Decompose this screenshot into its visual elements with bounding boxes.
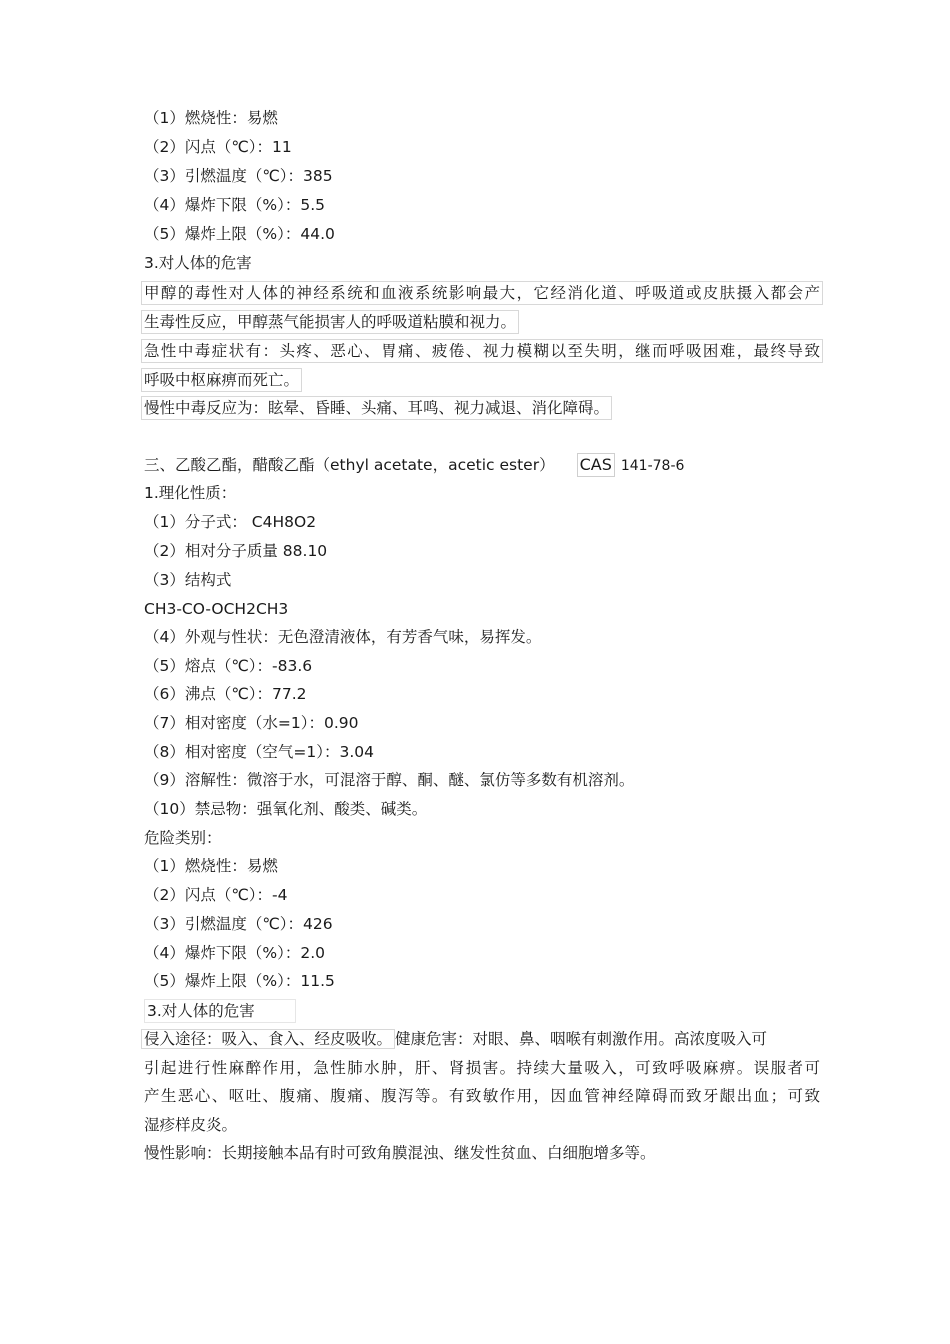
hazard-text-line: 湿疹样皮炎。 bbox=[144, 1116, 238, 1134]
fire-prop-flash-point: （2）闪点（℃）：11 bbox=[144, 138, 292, 156]
hazard-heading: 3.对人体的危害 bbox=[144, 999, 296, 1023]
prop-incompatible: （10）禁忌物：强氧化剂、酸类、碱类。 bbox=[144, 800, 428, 818]
cas-number: 141-78-6 bbox=[620, 458, 685, 474]
hazard-text-line: 甲醇的毒性对人体的神经系统和血液系统影响最大，它经消化道、呼吸道或皮肤摄入都会产 bbox=[141, 281, 823, 305]
fire-prop-upper-limit: （5）爆炸上限（%）：11.5 bbox=[144, 972, 335, 990]
chronic-effects: 慢性影响：长期接触本品有时可致角膜混浊、继发性贫血、白细胞增多等。 bbox=[144, 1144, 656, 1162]
hazard-text-line: 产生恶心、呕吐、腹痛、腹痛、腹泻等。有致敏作用，因血管神经障碍而致牙龈出血；可致 bbox=[144, 1087, 820, 1105]
section-title-text: 三、乙酸乙酯，醋酸乙酯（ethyl acetate，acetic ester） bbox=[144, 456, 555, 474]
fire-prop-lower-limit: （4）爆炸下限（%）：2.0 bbox=[144, 944, 325, 962]
hazard-heading: 3.对人体的危害 bbox=[144, 254, 252, 272]
prop-structure-label: （3）结构式 bbox=[144, 571, 232, 589]
fire-prop-lower-limit: （4）爆炸下限（%）：5.5 bbox=[144, 196, 325, 214]
hazard-route: 侵入途径：吸入、食入、经皮吸收。 bbox=[141, 1029, 395, 1049]
prop-boiling-point: （6）沸点（℃）：77.2 bbox=[144, 685, 307, 703]
prop-structure-formula: CH3-CO-OCH2CH3 bbox=[144, 600, 289, 618]
prop-solubility: （9）溶解性：微溶于水，可混溶于醇、酮、醚、氯仿等多数有机溶剂。 bbox=[144, 771, 635, 789]
fire-prop-flammability: （1）燃烧性：易燃 bbox=[144, 857, 278, 875]
danger-heading: 危险类别： bbox=[144, 829, 222, 847]
fire-prop-flammability: （1）燃烧性：易燃 bbox=[144, 109, 278, 127]
prop-appearance: （4）外观与性状：无色澄清液体，有芳香气味，易挥发。 bbox=[144, 628, 542, 646]
hazard-text-line: 引起进行性麻醉作用，急性肺水肿，肝、肾损害。持续大量吸入，可致呼吸麻痹。误服者可 bbox=[144, 1059, 820, 1077]
prop-melting-point: （5）熔点（℃）：-83.6 bbox=[144, 657, 313, 675]
prop-density-water: （7）相对密度（水=1）：0.90 bbox=[144, 714, 359, 732]
prop-molecular-weight: （2）相对分子质量 88.10 bbox=[144, 542, 328, 560]
section-title bbox=[144, 453, 684, 475]
prop-density-air: （8）相对密度（空气=1）：3.04 bbox=[144, 743, 374, 761]
hazard-text-line bbox=[144, 1028, 767, 1050]
fire-prop-upper-limit: （5）爆炸上限（%）：44.0 bbox=[144, 225, 335, 243]
hazard-text-line: 急性中毒症状有：头疼、恶心、胃痛、疲倦、视力模糊以至失明，继而呼吸困难，最终导致 bbox=[141, 339, 823, 363]
hazard-text-line: 慢性中毒反应为：眩晕、昏睡、头痛、耳鸣、视力减退、消化障碍。 bbox=[141, 396, 612, 420]
hazard-text-line: 呼吸中枢麻痹而死亡。 bbox=[141, 368, 302, 392]
fire-prop-flash-point: （2）闪点（℃）：-4 bbox=[144, 886, 288, 904]
cas-label: CAS bbox=[577, 453, 615, 477]
props-heading: 1.理化性质： bbox=[144, 484, 237, 502]
fire-prop-ignition-temp: （3）引燃温度（℃）：385 bbox=[144, 167, 333, 185]
hazard-text-line: 生毒性反应，甲醇蒸气能损害人的呼吸道粘膜和视力。 bbox=[141, 310, 519, 334]
fire-prop-ignition-temp: （3）引燃温度（℃）：426 bbox=[144, 915, 333, 933]
hazard-health-start: 健康危害：对眼、鼻、咽喉有刺激作用。高浓度吸入可 bbox=[395, 1030, 768, 1048]
prop-formula: （1）分子式： C4H8O2 bbox=[144, 513, 317, 531]
